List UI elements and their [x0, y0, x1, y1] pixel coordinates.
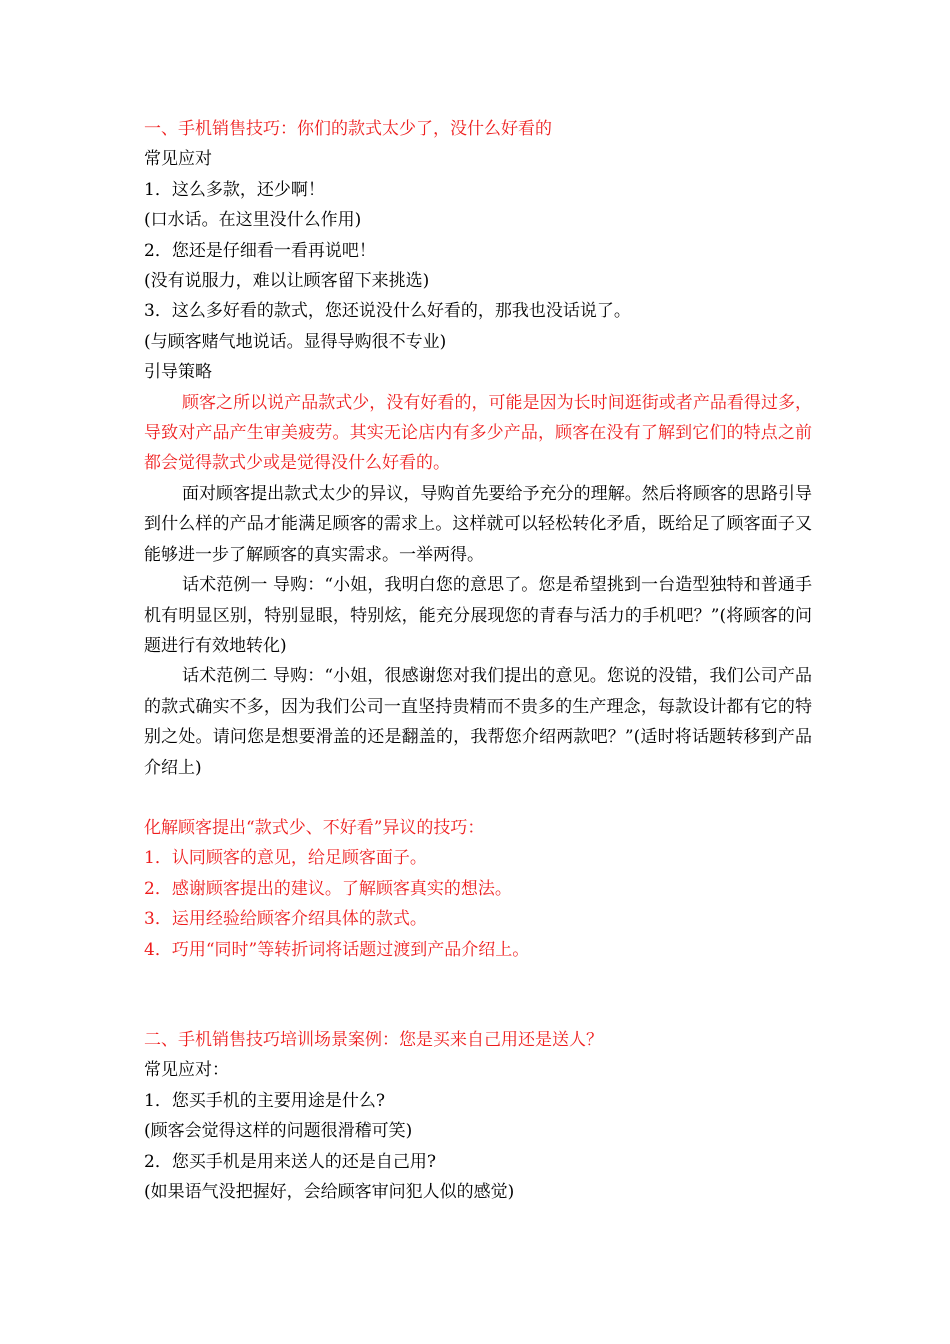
tip-item: 4．巧用“同时”等转折词将话题过渡到产品介绍上。	[144, 939, 530, 960]
spacer	[144, 783, 812, 813]
common-responses-label: 常见应对：	[144, 1060, 229, 1081]
response-item: 1．您买手机的主要用途是什么?	[144, 1090, 385, 1111]
tip-item: 2．感谢顾客提出的建议。了解顾客真实的想法。	[144, 878, 512, 899]
spacer	[144, 965, 812, 1025]
response-item: 2．您买手机是用来送人的还是自己用?	[144, 1151, 436, 1172]
document-body	[144, 114, 812, 1207]
response-item: 3．这么多好看的款式，您还说没什么好看的，那我也没话说了。	[144, 301, 631, 322]
common-responses-label: 常见应对	[144, 149, 212, 170]
tip-item: 1．认同顾客的意见，给足顾客面子。	[144, 848, 427, 869]
tips-title: 化解顾客提出“款式少、不好看”异议的技巧：	[144, 817, 485, 838]
section-2-title: 二、手机销售技巧培训场景案例：您是买来自己用还是送人？	[144, 1029, 603, 1050]
response-item: 1．这么多款，还少啊！	[144, 179, 325, 200]
highlight-paragraph: 顾客之所以说产品款式少，没有好看的，可能是因为长时间逛街或者产品看得过多，导致对产品产生审美疲劳。其实无论店内有多少产品，顾客在没有了解到它们的特点之前都会觉得款式少或是觉得没什么好看的。	[144, 392, 812, 474]
response-comment: (如果语气没把握好，会给顾客审问犯人似的感觉)	[144, 1182, 515, 1202]
response-comment: (顾客会觉得这样的问题很滑稽可笑)	[144, 1121, 413, 1142]
script-example-1: 话术范例一 导购：“小姐，我明白您的意思了。您是希望挑到一台造型独特和普通手机有明显区别，特别显眼，特别炫，能充分展现您的青春与活力的手机吧？”(将顾客的问题进行有效地转化)	[144, 575, 812, 656]
script-example-2: 话术范例二 导购：“小姐，很感谢您对我们提出的意见。您说的没错，我们公司产品的款式确实不多，因为我们公司一直坚持贵精而不贵多的生产理念，每款设计都有它的特别之处。请问您是想要滑盖的还是翻盖的，我帮您介绍两款吧？”(适时将话题转移到产品介绍上)	[144, 666, 812, 778]
section-1-title: 一、手机销售技巧：你们的款式太少了，没什么好看的	[144, 119, 552, 139]
response-item: 2．您还是仔细看一看再说吧！	[144, 240, 376, 261]
body-paragraph: 面对顾客提出款式太少的异议，导购首先要给予充分的理解。然后将顾客的思路引导到什么样的产品才能满足顾客的需求上。这样就可以轻松转化矛盾，既给足了顾客面子又能够进一步了解顾客的真实需求。一举两得。	[144, 483, 812, 565]
tip-item: 3．运用经验给顾客介绍具体的款式。	[144, 909, 427, 930]
response-comment: (口水话。在这里没什么作用)	[144, 210, 362, 231]
response-comment: (与顾客赌气地说话。显得导购很不专业)	[144, 331, 447, 352]
response-comment: (没有说服力，难以让顾客留下来挑选)	[144, 271, 430, 292]
strategy-label: 引导策略	[144, 362, 212, 383]
